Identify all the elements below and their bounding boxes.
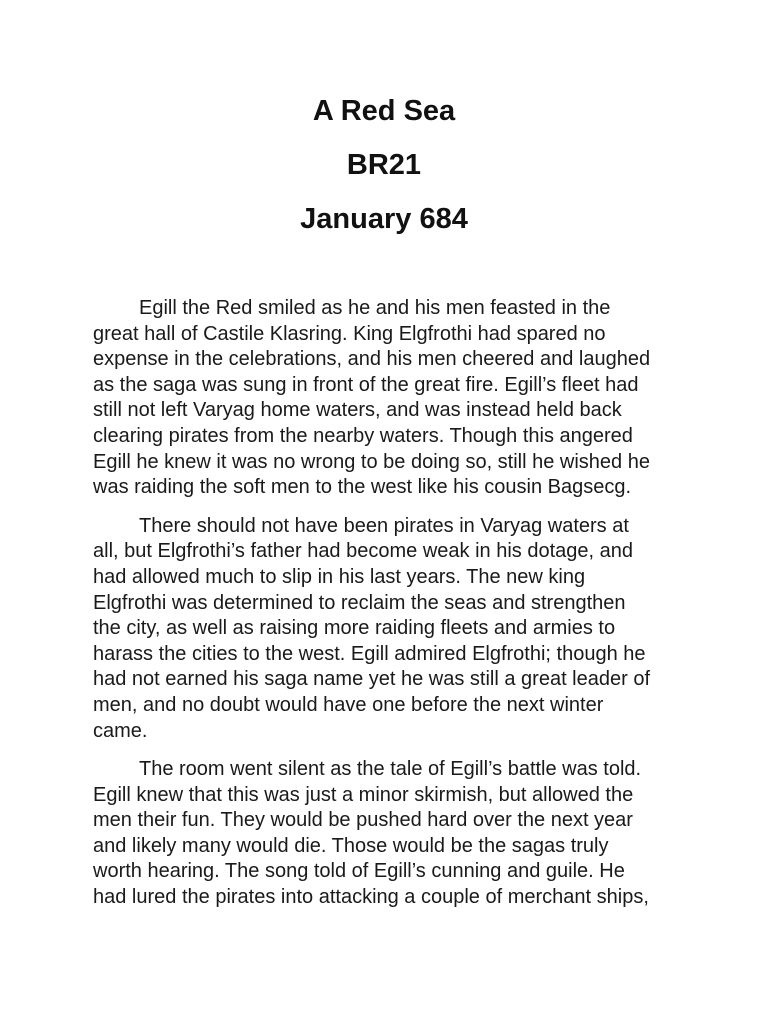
paragraph-line: had allowed much to slip in his last years. The new king xyxy=(93,565,586,588)
paragraph-line: as the saga was sung in front of the great fire. Egill’s fleet had xyxy=(93,373,639,396)
paragraph-line: came. xyxy=(93,719,148,742)
paragraph-line: and likely many would die. Those would be the sagas truly xyxy=(93,834,609,857)
paragraph-line: still not left Varyag home waters, and was instead held back xyxy=(93,399,622,422)
paragraph-line: all, but Elgfrothi’s father had become weak in his dotage, and xyxy=(93,540,633,563)
paragraph xyxy=(93,514,683,744)
subtitle-code: BR21 xyxy=(346,149,422,181)
paragraph-line: worth hearing. The song told of Egill’s cunning and guile. He xyxy=(93,860,625,883)
paragraph-line: Egill the Red smiled as he and his men feasted in the xyxy=(139,297,611,319)
paragraph-line: the city, as well as raising more raiding fleets and armies to xyxy=(93,617,616,640)
paragraph-line: men, and no doubt would have one before the next winter xyxy=(93,693,604,716)
paragraph-line: There should not have been pirates in Varyag waters at xyxy=(139,514,629,537)
body-text xyxy=(93,296,683,924)
paragraph-line: Elgfrothi was determined to reclaim the seas and strengthen xyxy=(93,591,626,614)
paragraph-line: great hall of Castile Klasring. King Elgfrothi had spared no xyxy=(93,322,606,345)
date-heading: January 684 xyxy=(300,203,468,235)
paragraph-line: expense in the celebrations, and his men cheered and laughed xyxy=(93,348,651,371)
paragraph-line: harass the cities to the west. Egill admired Elgfrothi; though he xyxy=(93,642,646,665)
title-line: A Red Sea xyxy=(312,95,456,127)
paragraph-line: Egill he knew it was no wrong to be doing so, still he wished he xyxy=(93,450,650,473)
paragraph-line: had not earned his saga name yet he was still a great leader of xyxy=(93,668,651,691)
paragraph-line: men their fun. They would be pushed hard over the next year xyxy=(93,809,633,832)
paragraph-line: The room went silent as the tale of Egill’s battle was told. xyxy=(139,758,642,781)
title-block xyxy=(0,84,768,246)
paragraph-line: clearing pirates from the nearby waters. Though this angered xyxy=(93,424,633,447)
paragraph-line: was raiding the soft men to the west like his cousin Bagsecg. xyxy=(93,476,632,499)
paragraph xyxy=(93,757,683,911)
paragraph xyxy=(93,296,683,501)
paragraph-line: Egill knew that this was just a minor skirmish, but allowed the xyxy=(93,783,634,806)
paragraph-line: had lured the pirates into attacking a couple of merchant ships, xyxy=(93,886,649,909)
